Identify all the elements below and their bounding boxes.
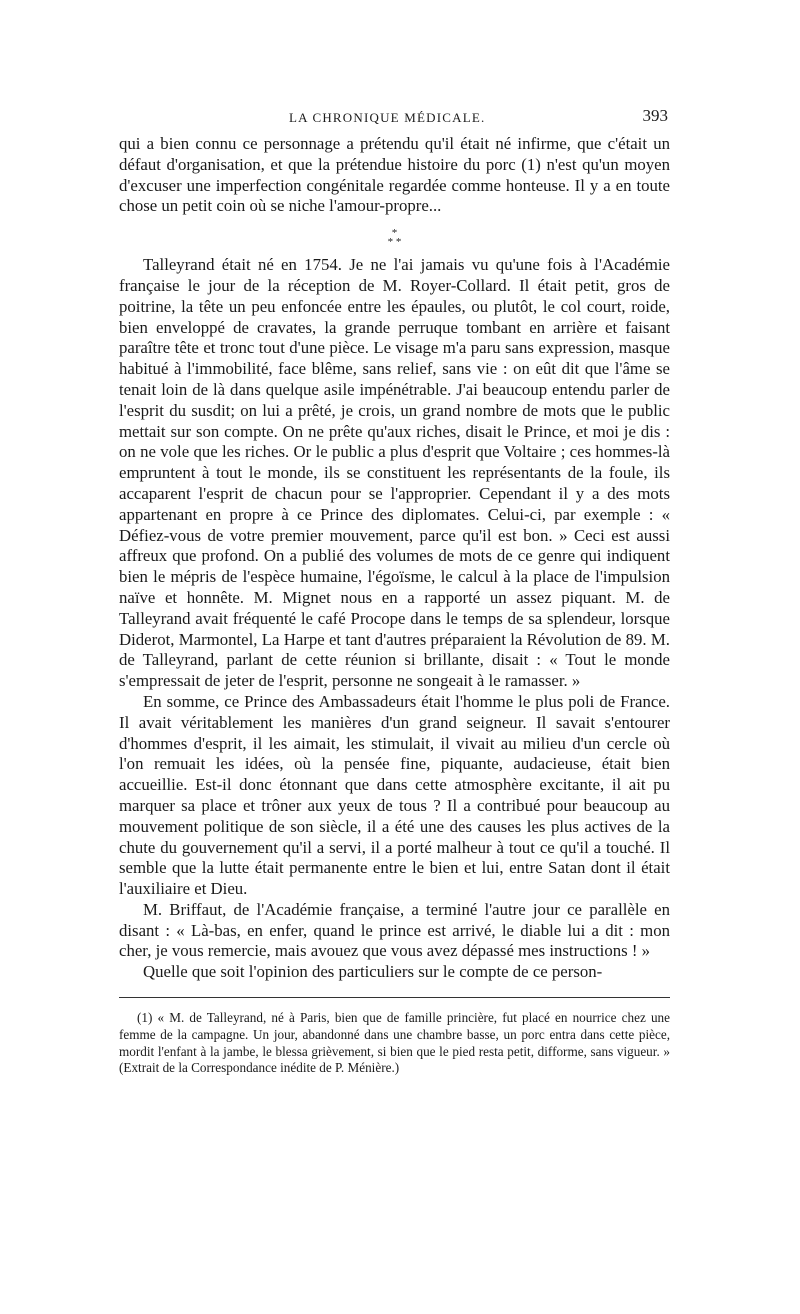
asterism-bottom: * * (387, 236, 402, 249)
footnote-rule (119, 997, 670, 998)
paragraph-briffaut: M. Briffaut, de l'Académie française, a terminé l'autre jour ce parallèle en disant : « Là-bas, en enfer, quand le prince est arrivé, le diable lui a dit : mon cher, je vous remercie, mais avouez que vous avez dépassé mes instructions ! » (119, 899, 670, 961)
book-page (119, 100, 670, 1077)
running-head (119, 100, 670, 128)
asterism-top: * (391, 227, 398, 240)
body-text (119, 134, 670, 983)
footnote (119, 1010, 670, 1077)
paragraph-continuation: qui a bien connu ce personnage a prétendu qu'il était né infirme, que c'était un défaut d'organisation, et que la prétendue histoire du porc (1) n'est qu'un moyen d'excuser une imperfection congénitale regardée comme honteuse. Il y a en toute chose un petit coin où se niche l'amour-propre... (119, 134, 670, 216)
paragraph-prince-des-ambassadeurs: En somme, ce Prince des Ambassadeurs était l'homme le plus poli de France. Il avait véritablement les manières d'un grand seigneur. Il savait s'entourer d'hommes d'esprit, il les aimait, les stimulait, il vivait au milieu d'un cercle où l'on remuait les idées, où la pensée fine, piquante, audacieuse, était bien accueillie. Est-il donc étonnant que dans cette atmosphère excitante, il ait pu marquer sa place et trôner aux yeux de tous ? Il a contribué pour beaucoup au mouvement politique de son siècle, il a été une des causes les plus actives de la chute du gouvernement qu'il a servi, il a porté malheur à tout ce qu'il a touché. Il semble que la lutte était permanente entre le bien et lui, entre Satan dont il était l'auxiliaire et Dieu. (119, 691, 670, 899)
footnote-text: (1) « M. de Talleyrand, né à Paris, bien que de famille princière, fut placé en nourrice chez une femme de la campagne. Un jour, abandonné dans une chambre basse, un porc entra dans cette pièce, mordit l'enfant à la jambe, le blessa grièvement, si bien que le pied resta petit, difforme, sans vigueur. » (Extrait de la Correspondance inédite de P. Ménière.) (119, 1010, 670, 1076)
paragraph-talleyrand-portrait: Talleyrand était né en 1754. Je ne l'ai jamais vu qu'une fois à l'Académie française le jour de la réception de M. Royer-Collard. Il était petit, gros de poitrine, la tête un peu enfoncée entre les épaules, ou plutôt, le col court, roide, bien enveloppé de cravates, la grande perruque tombant en arrière et faisant paraître tête et tronc tout d'une pièce. Le visage m'a paru sans expression, masque habitué à l'immobilité, face blême, sans relief, sans vie : on eût dit que l'âme se tenait loin de là dans quelque asile impénétrable. J'ai beaucoup entendu parler de l'esprit du susdit; on lui a prêté, je crois, un grand nombre de mots que le public mettait sur son compte. On ne prête qu'aux riches, disait le Prince, et moi je dis : on ne vole que les riches. Or le public a plus d'esprit que Voltaire ; ces hommes-là empruntent à tout le monde, ils se constituent les représentants de la foule, ils accaparent l'esprit de chacun pour se l'approprier. Cependant il y a des mots appartenant en propre à ce Prince des diplomates. Celui-ci, par exemple : « Défiez-vous de votre premier mouvement, parce qu'il est bon. » Ceci est aussi affreux que profond. On a publié des volumes de mots de ce genre qui indiquent bien le mépris de l'espèce humaine, l'égoïsme, le calcul à la place de l'impulsion naïve et honnête. M. Mignet nous en a rapporté un assez piquant. M. de Talleyrand avait fréquenté le café Procope dans le temps de sa splendeur, lorsque Diderot, Marmontel, La Harpe et tant d'autres préparaient la Révolution de 89. M. de Talleyrand, parlant de cette réunion si brillante, disait : « Tout le monde s'empressait de jeter de l'esprit, personne ne songeait à le ramasser. » (119, 255, 670, 691)
asterism-separator (119, 217, 670, 255)
running-head-title: LA CHRONIQUE MÉDICALE. (289, 110, 486, 125)
paragraph-closing: Quelle que soit l'opinion des particuliers sur le compte de ce person- (143, 962, 603, 982)
page-number: 393 (642, 106, 668, 125)
